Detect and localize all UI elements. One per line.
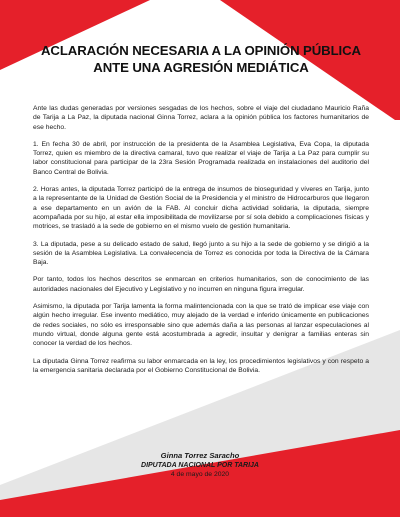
signature-name: Ginna Torrez Saracho	[160, 451, 240, 460]
signature-block	[0, 451, 400, 479]
document-title	[33, 42, 369, 76]
paragraph-conclusion: Por tanto, todos los hechos descritos se enmarcan en criterios humanitarios, son de conocimiento de las autoridades nacionales del Ejecutivo y Legislativo y no incurren en ninguna figura irregular.	[33, 276, 369, 293]
signature-role: DIPUTADA NACIONAL POR TARIJA	[141, 461, 259, 469]
title-line-1: ACLARACIÓN NECESARIA A LA OPINIÓN PÚBLICA	[41, 43, 361, 58]
paragraph-point-1: 1. En fecha 30 de abril, por instrucción de la presidenta de la Asamblea Legislativa, Eva Copa, la diputada Torrez, quien es miembro de la directiva camaral, tuvo que realizar el viaje de Tarija a La Paz para cumplir su labor constitucional para participar de la 23ra Sesión Programada realizada en instalaciones del auditorio del Banco Central de Bolivia.	[33, 140, 369, 176]
paragraph-point-2: 2. Horas antes, la diputada Torrez participó de la entrega de insumos de bioseguridad y víveres en Tarija, junto a la representante de la Unidad de Gestión Social de la Presidencia y el ministro de Hidrocarburos que llegaron a ese departamento en un avión de la FAB. Al concluir dicha actividad solidaria, la diputada, siempre acompañada por su hijo, al estar ella imposibilitada de movilizarse por sí sola debido a complicaciones físicas y motrices, se trasladó a la sede de gobierno en el mismo vuelo de gestión humanitaria.	[33, 186, 369, 231]
paragraph-intro: Ante las dudas generadas por versiones sesgadas de los hechos, sobre el viaje del ciudadano Mauricio Raña de Tarija a La Paz, la diputada nacional Ginna Torrez, aclara a la opinión pública los factores humanitarios de ese hecho.	[33, 105, 369, 131]
document-paragraphs	[33, 104, 369, 375]
signature-date: 4 de mayo de 2020	[170, 470, 230, 478]
paragraph-point-3: 3. La diputada, pese a su delicado estado de salud, llegó junto a su hijo a la sede de gobierno y se dirigió a la sesión de la Asamblea Legislativa. La convalecencia de Torrez es conocida por toda la Directiva de la Cámara Baja.	[33, 240, 369, 267]
paragraph-reaffirm: La diputada Ginna Torrez reafirma su labor enmarcada en la ley, los procedimientos legislativos y con respeto a la emergencia sanitaria declarada por el Gobierno Constitucional de Bolivia.	[33, 357, 369, 374]
document-body	[33, 42, 369, 383]
paragraph-lament: Asimismo, la diputada por Tarija lamenta la forma malintencionada con la que se trató de implicar ese viaje con algún hecho irregular. Ese invento mediático, muy alejado de la verdad e inferido únicamente en publicaciones de redes sociales, no sólo es irresponsable sino que además daña a las personas al lanzar especulaciones al mundo virtual, donde alguna gente está acostumbrada a agredir, insultar y denigrar a familias enteras sin conocer la verdad de los hechos.	[33, 303, 369, 348]
title-line-2: ANTE UNA AGRESIÓN MEDIÁTICA	[93, 60, 309, 75]
